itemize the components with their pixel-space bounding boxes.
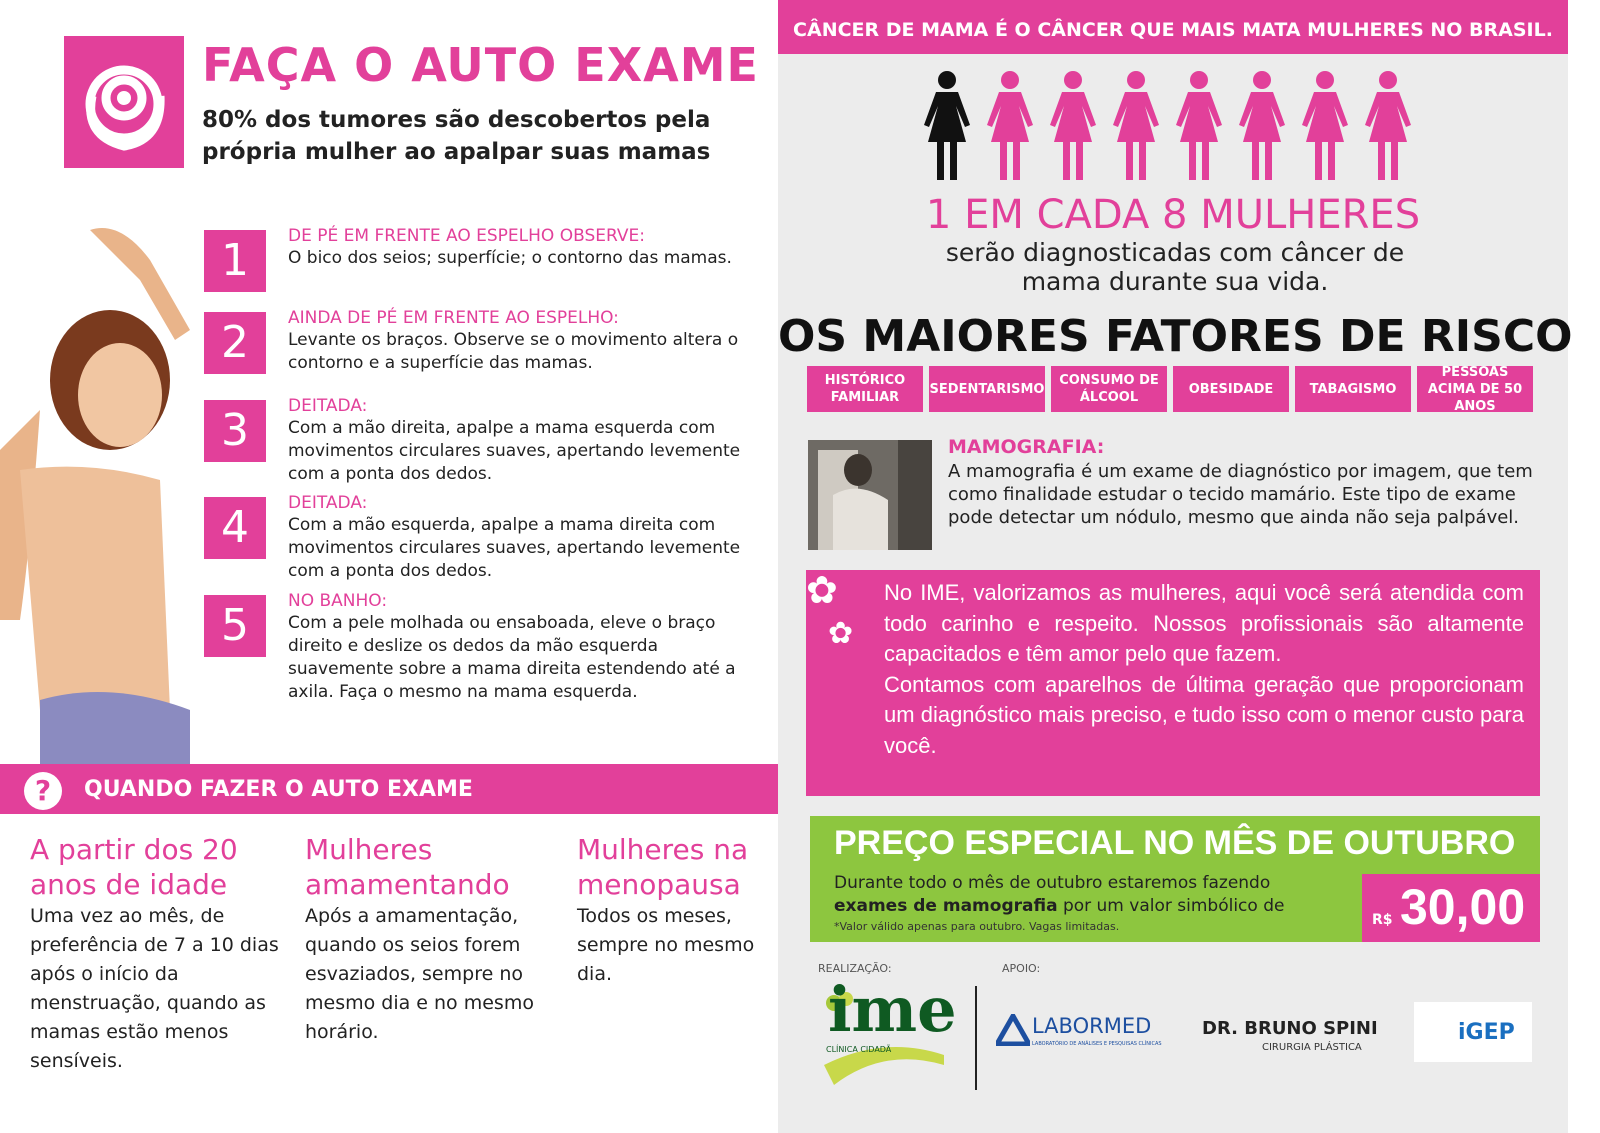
step-heading: DE PÉ EM FRENTE AO ESPELHO OBSERVE:: [288, 226, 645, 246]
stat-text: serão diagnosticadas com câncer de mama durante sua vida.: [945, 238, 1405, 296]
flower-icon: ✿ ✿: [806, 568, 854, 651]
price-currency: R$: [1372, 912, 1393, 928]
offer-line2: por um valor simbólico de: [1057, 896, 1285, 916]
step-item: [288, 591, 768, 704]
when-section-header: [0, 764, 778, 814]
when-col-3: [577, 832, 772, 989]
step-heading: DEITADA:: [288, 396, 368, 416]
step-text: Com a mão direita, apalpe a mama esquerda com movimentos circulares suaves, apertando levemente com a ponta dos dedos.: [288, 418, 741, 484]
labormed-triangle-icon: [996, 1014, 1030, 1046]
woman-icon: [1174, 70, 1224, 182]
when-col-body: Após a amamentação, quando os seios forem esvaziados, sempre no mesmo dia e no mesmo horário.: [305, 905, 534, 1043]
ime-logo: [814, 973, 957, 1090]
question-icon: ?: [24, 772, 62, 810]
top-banner: CÂNCER DE MAMA É O CÂNCER QUE MAIS MATA MULHERES NO BRASIL.: [778, 0, 1568, 54]
woman-icon: [1300, 70, 1350, 182]
rose-icon: [64, 36, 184, 168]
step-heading: AINDA DE PÉ EM FRENTE AO ESPELHO:: [288, 308, 619, 328]
rose-logo: [64, 36, 184, 168]
offer-note: *Valor válido apenas para outubro. Vagas limitadas.: [834, 920, 1120, 933]
risk-factor: CONSUMO DE ÁLCOOL: [1051, 366, 1167, 412]
when-col-2: [305, 832, 555, 1047]
woman-icon: [922, 70, 972, 182]
offer-line1: Durante todo o mês de outubro estaremos fazendo: [834, 873, 1271, 893]
risk-factor: OBESIDADE: [1173, 366, 1289, 412]
woman-icon: [1111, 70, 1161, 182]
when-col-body: Uma vez ao mês, de preferência de 7 a 10 dias após o início da menstruação, quando as mamas estão menos sensíveis.: [30, 905, 279, 1072]
woman-illustration: [0, 220, 200, 765]
ime-logo-text: ime: [828, 973, 957, 1046]
igep-name: iGEP: [1458, 1020, 1515, 1045]
footer-divider: [975, 986, 977, 1090]
price-value: 30,00: [1400, 879, 1526, 935]
bruno-spini-sub: CIRURGIA PLÁSTICA: [1262, 1042, 1362, 1053]
step-text: Levante os braços. Observe se o movimento altera o contorno e a superfície das mamas.: [288, 330, 739, 373]
step-item: [288, 396, 768, 486]
risk-factor: SEDENTARISMO: [929, 366, 1045, 412]
step-heading: DEITADA:: [288, 493, 368, 513]
ime-info-box: [806, 570, 1540, 796]
bruno-spini-name: DR. BRUNO SPINI: [1202, 1018, 1378, 1039]
step-number: 5: [204, 595, 266, 657]
offer-title: PREÇO ESPECIAL NO MÊS DE OUTUBRO: [834, 824, 1516, 862]
when-col-head: A partir dos 20 anos de idade: [30, 833, 238, 901]
woman-icon: [1048, 70, 1098, 182]
woman-icon: [985, 70, 1035, 182]
when-col-body: Todos os meses, sempre no mesmo dia.: [577, 905, 755, 985]
mamografia-title: MAMOGRAFIA:: [948, 436, 1105, 458]
ime-paragraph-2: Contamos com aparelhos de última geração que proporcionam um diagnóstico mais preciso, e tudo isso com o menor custo para você.: [884, 671, 1524, 758]
step-number: 4: [204, 497, 266, 559]
woman-icon: [1237, 70, 1287, 182]
realizacao-label: REALIZAÇÃO:: [818, 962, 892, 975]
step-heading: NO BANHO:: [288, 591, 388, 611]
risk-factor: PESSOAS ACIMA DE 50 ANOS: [1417, 366, 1533, 412]
ime-paragraph-1: No IME, valorizamos as mulheres, aqui você será atendida com todo carinho e respeito. Nossos profissionais são altamente capacitados e têm amor pelo que fazem.: [884, 580, 1524, 666]
page-title: FAÇA O AUTO EXAME: [202, 38, 759, 92]
ime-logo-sub: CLÍNICA CIDADÃ: [826, 1045, 892, 1054]
step-item: [288, 226, 768, 270]
when-title: QUANDO FAZER O AUTO EXAME: [84, 777, 473, 802]
risk-title: OS MAIORES FATORES DE RISCO: [778, 311, 1573, 362]
step-text: Com a pele molhada ou ensaboada, eleve o braço direito e deslize os dedos da mão esquerda suavemente sobre a mama direita estendendo até a axila. Faça o mesmo na mama esquerda.: [288, 613, 736, 702]
step-text: Com a mão esquerda, apalpe a mama direita com movimentos circulares suaves, apertando levemente com a ponta dos dedos.: [288, 515, 741, 581]
when-col-1: [30, 832, 280, 1076]
apoio-label: APOIO:: [1002, 962, 1041, 975]
step-number: 2: [204, 312, 266, 374]
risk-factor: HISTÓRICO FAMILIAR: [807, 366, 923, 412]
when-col-head: Mulheres na menopausa: [577, 833, 749, 901]
step-number: 1: [204, 230, 266, 292]
page-subtitle: 80% dos tumores são descobertos pela própria mulher ao apalpar suas mamas: [202, 107, 711, 165]
step-number: 3: [204, 400, 266, 462]
mamografia-text: A mamografia é um exame de diagnóstico por imagem, que tem como finalidade estudar o tecido mamário. Este tipo de exame pode detectar um nódulo, mesmo que ainda não seja palpável.: [948, 461, 1533, 528]
when-col-head: Mulheres amamentando: [305, 833, 510, 901]
labormed-name: LABORMED: [1032, 1014, 1152, 1038]
step-text: O bico dos seios; superfície; o contorno das mamas.: [288, 248, 732, 268]
women-pictogram: [922, 70, 1422, 185]
stat-headline: 1 EM CADA 8 MULHERES: [925, 192, 1421, 238]
labormed-sub: LABORATÓRIO DE ANÁLISES E PESQUISAS CLÍNICAS: [1032, 1041, 1162, 1047]
offer-bold: exames de mamografia: [834, 896, 1058, 916]
woman-icon: [1363, 70, 1413, 182]
price-badge: [1362, 874, 1540, 942]
offer-text: [834, 872, 1359, 918]
igep-logo: [1414, 1002, 1532, 1062]
step-item: [288, 493, 768, 583]
step-item: [288, 308, 768, 375]
mammography-photo: [808, 440, 932, 550]
left-panel: [0, 0, 778, 1133]
risk-factor: TABAGISMO: [1295, 366, 1411, 412]
